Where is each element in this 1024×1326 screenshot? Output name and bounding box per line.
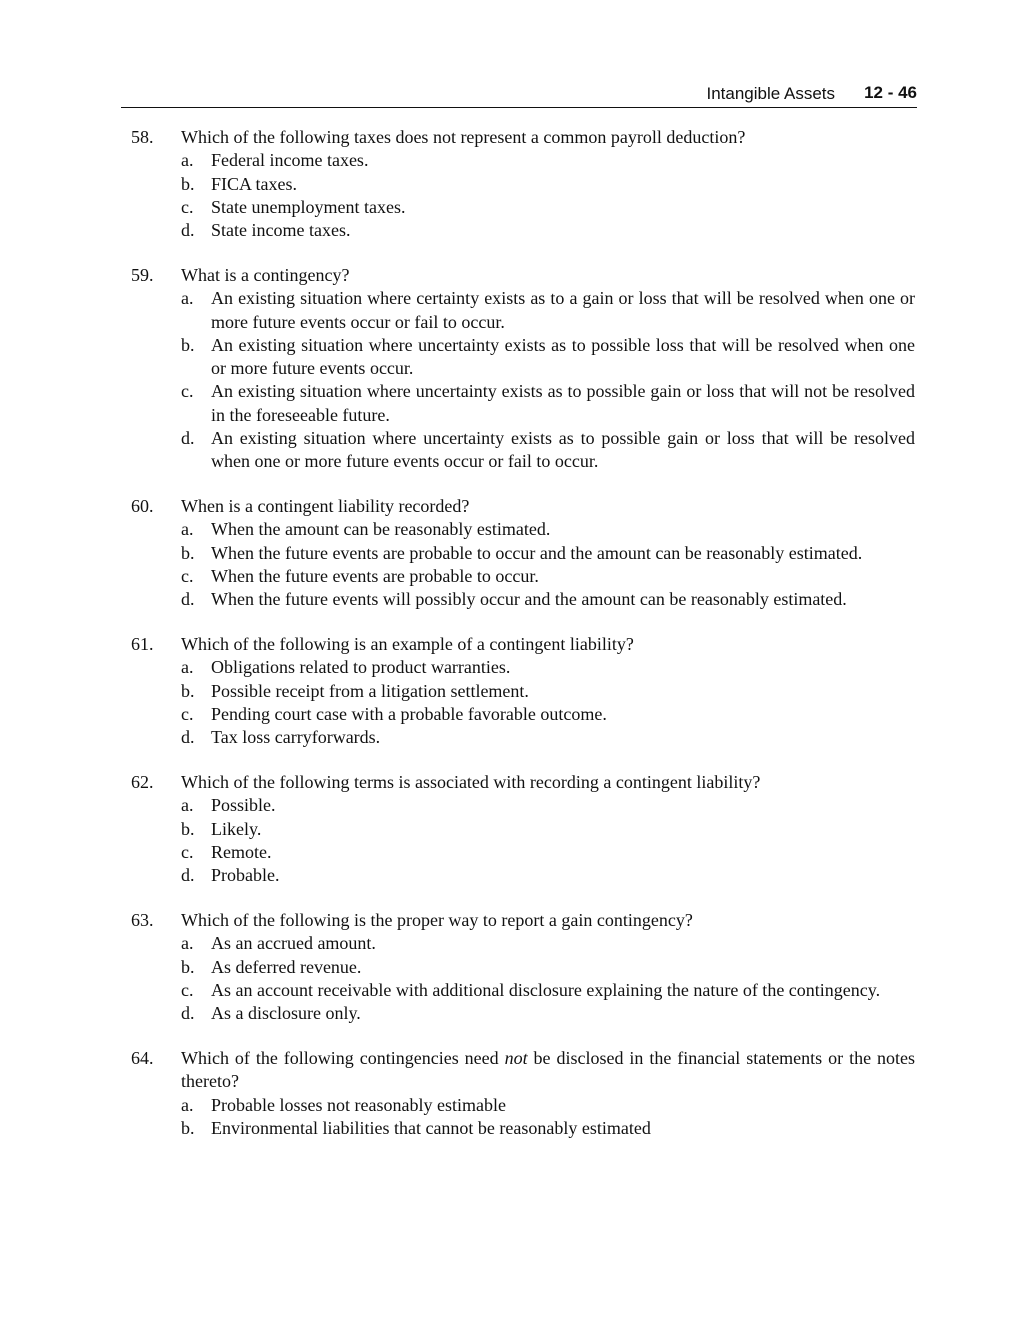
option-list	[181, 149, 915, 242]
option-text: As a disclosure only.	[211, 1003, 361, 1024]
option-letter: b.	[181, 173, 195, 194]
option-c	[181, 565, 915, 588]
option-text: Tax loss carryforwards.	[211, 727, 381, 748]
option-letter: b.	[181, 956, 195, 977]
option-list	[181, 287, 915, 473]
option-letter: a.	[181, 519, 194, 540]
question-text-emphasis: not	[504, 1048, 528, 1069]
question-61	[131, 633, 915, 749]
question-text: Which of the following taxes does not represent a common payroll deduction?	[181, 127, 746, 147]
option-b	[181, 956, 915, 979]
question-number: 64.	[131, 1048, 154, 1069]
option-text: Likely.	[211, 818, 262, 839]
question-64	[131, 1047, 915, 1140]
option-text: An existing situation where uncertainty exists as to possible loss that will be resolved when one or more future events occur.	[211, 334, 915, 379]
option-d	[181, 726, 915, 749]
question-number: 60.	[131, 496, 154, 517]
option-text: Possible receipt from a litigation settlement.	[211, 680, 529, 701]
option-letter: c.	[181, 704, 194, 725]
option-text: When the future events will possibly occur and the amount can be reasonably estimated.	[211, 589, 847, 610]
option-list	[181, 518, 915, 611]
option-letter: d.	[181, 1003, 195, 1024]
option-letter: a.	[181, 933, 194, 954]
option-text: When the future events are probable to occur and the amount can be reasonably estimated.	[211, 542, 863, 563]
question-number: 62.	[131, 772, 154, 793]
question-number: 61.	[131, 634, 154, 655]
option-letter: c.	[181, 381, 194, 402]
question-number: 63.	[131, 910, 154, 931]
option-letter: d.	[181, 428, 195, 449]
option-text: An existing situation where certainty exists as to a gain or loss that will be resolved when one or more future events occur or fail to occur.	[211, 288, 915, 332]
option-letter: c.	[181, 980, 194, 1000]
option-letter: c.	[181, 842, 194, 863]
option-text: Remote.	[211, 842, 272, 863]
option-text: FICA taxes.	[211, 173, 298, 194]
option-text: An existing situation where uncertainty exists as to possible gain or loss that will not be resolved in the foreseeable future.	[211, 381, 915, 425]
option-letter: a.	[181, 657, 194, 678]
option-letter: b.	[181, 818, 195, 839]
option-d	[181, 1002, 915, 1025]
question-text: When is a contingent liability recorded?	[181, 496, 470, 517]
option-c	[181, 196, 915, 219]
option-d	[181, 864, 915, 887]
question-number: 59.	[131, 264, 154, 285]
option-a	[181, 1094, 915, 1117]
option-letter: a.	[181, 288, 194, 309]
question-list	[131, 126, 915, 1162]
option-letter: d.	[181, 727, 195, 748]
option-text: When the amount can be reasonably estimated.	[211, 519, 551, 540]
option-a	[181, 932, 915, 955]
option-list	[181, 1094, 915, 1141]
option-letter: b.	[181, 542, 195, 563]
option-d	[181, 588, 915, 611]
option-letter: b.	[181, 1117, 195, 1138]
option-a	[181, 287, 915, 334]
option-letter: a.	[181, 150, 194, 171]
question-58	[131, 126, 915, 242]
option-b	[181, 334, 915, 381]
option-text: Probable losses not reasonably estimable	[211, 1094, 506, 1115]
option-list	[181, 932, 915, 1025]
option-d	[181, 427, 915, 474]
option-letter: b.	[181, 680, 195, 701]
option-letter: c.	[181, 196, 194, 217]
option-b	[181, 542, 915, 565]
option-letter: a.	[181, 1094, 194, 1115]
option-a	[181, 149, 915, 172]
question-62	[131, 771, 915, 887]
option-list	[181, 794, 915, 887]
option-text: Possible.	[211, 795, 276, 816]
question-60	[131, 495, 915, 611]
option-letter: b.	[181, 334, 195, 355]
question-text: Which of the following is the proper way to report a gain contingency?	[181, 910, 693, 931]
option-letter: d.	[181, 589, 195, 610]
option-a	[181, 518, 915, 541]
option-text: When the future events are probable to occur.	[211, 566, 539, 587]
option-a	[181, 656, 915, 679]
question-text-before: Which of the following contingencies need	[181, 1048, 505, 1069]
question-text: Which of the following is an example of a contingent liability?	[181, 634, 634, 655]
option-text: State income taxes.	[211, 220, 351, 241]
option-text: As deferred revenue.	[211, 956, 362, 977]
option-text: An existing situation where uncertainty exists as to possible gain or loss that will be resolved when one or more future events occur or fail to occur.	[211, 428, 915, 472]
page-number: 12 - 46	[864, 83, 917, 102]
option-text: As an accrued amount.	[211, 933, 376, 954]
option-a	[181, 794, 915, 817]
option-text: Environmental liabilities that cannot be reasonably estimated	[211, 1117, 651, 1138]
option-c	[181, 380, 915, 427]
option-d	[181, 219, 915, 242]
option-text: Probable.	[211, 865, 280, 886]
option-b	[181, 173, 915, 196]
option-list	[181, 656, 915, 749]
option-text: State unemployment taxes.	[211, 196, 406, 217]
option-c	[181, 979, 915, 1002]
option-letter: d.	[181, 220, 195, 241]
question-text-after: be disclosed in the financial statements or the notes thereto?	[181, 1048, 915, 1092]
question-text: Which of the following terms is associated with recording a contingent liability?	[181, 772, 761, 793]
option-c	[181, 703, 915, 726]
option-c	[181, 841, 915, 864]
option-text: Pending court case with a probable favorable outcome.	[211, 704, 607, 725]
question-text: What is a contingency?	[181, 264, 350, 285]
option-b	[181, 818, 915, 841]
option-letter: d.	[181, 865, 195, 886]
question-text	[181, 1047, 915, 1094]
option-text: As an account receivable with additional disclosure explaining the nature of the contingency.	[211, 980, 881, 1000]
chapter-title: Intangible Assets	[706, 84, 835, 103]
option-b	[181, 680, 915, 703]
option-b	[181, 1117, 915, 1140]
question-number: 58.	[131, 127, 154, 147]
option-letter: a.	[181, 795, 194, 816]
page-header	[121, 80, 917, 108]
question-59	[131, 264, 915, 474]
option-letter: c.	[181, 566, 194, 587]
option-text: Obligations related to product warranties.	[211, 657, 511, 678]
question-63	[131, 909, 915, 1025]
option-text: Federal income taxes.	[211, 150, 369, 171]
